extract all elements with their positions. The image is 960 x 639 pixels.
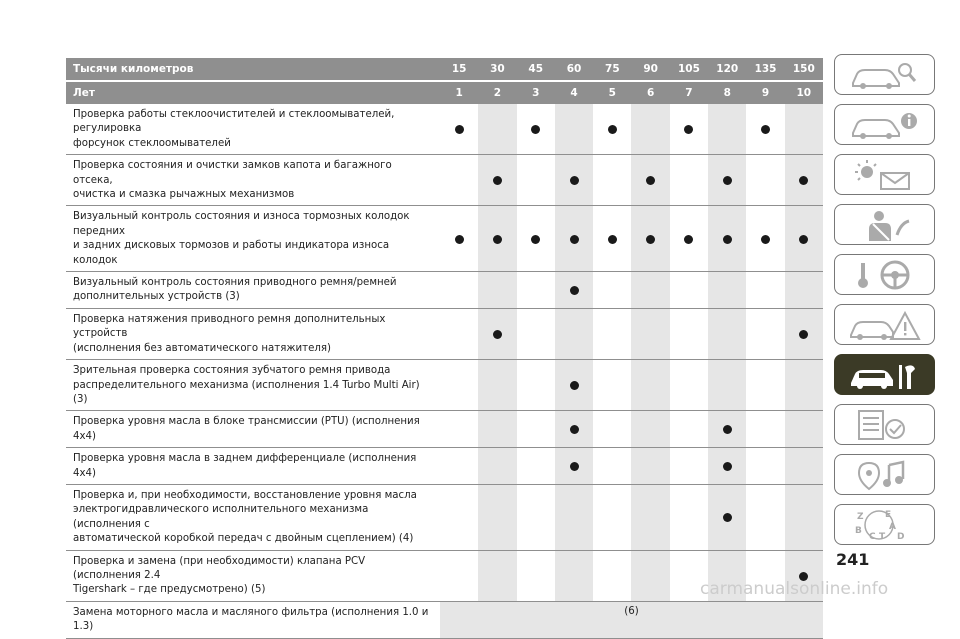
row-description	[66, 602, 440, 638]
year-2: 2	[493, 87, 502, 99]
interval-cell	[440, 360, 478, 410]
interval-cell	[785, 272, 823, 308]
interval-cell	[555, 272, 593, 308]
header-years-label: Лет	[73, 87, 95, 99]
interval-cell	[478, 551, 516, 601]
interval-cell	[746, 411, 784, 447]
row-cells	[440, 206, 823, 271]
interval-cell	[746, 206, 784, 271]
interval-cell	[631, 155, 669, 205]
row-description-line: дополнительных устройств (3)	[73, 291, 240, 303]
row-cells	[440, 448, 823, 484]
interval-cell	[746, 309, 784, 359]
interval-cell	[555, 309, 593, 359]
year-9: 9	[761, 87, 770, 99]
table-row	[66, 485, 823, 551]
interval-cell	[593, 485, 631, 550]
interval-cell	[478, 448, 516, 484]
maintenance-table	[66, 58, 823, 639]
scheduled-dot-icon	[723, 176, 732, 185]
year-3: 3	[532, 87, 540, 99]
scheduled-dot-icon	[608, 235, 617, 244]
interval-cell	[517, 551, 555, 601]
interval-cell	[440, 551, 478, 601]
interval-cell	[555, 551, 593, 601]
row-description	[66, 272, 440, 308]
row-description-line: Визуальный контроль состояния приводного ремня/ремней	[73, 277, 397, 289]
interval-cell	[670, 272, 708, 308]
interval-cell	[593, 155, 631, 205]
svg-text:C: C	[869, 532, 876, 541]
scheduled-dot-icon	[493, 330, 502, 339]
row-description	[66, 485, 440, 550]
year-5: 5	[608, 87, 616, 99]
year-6: 6	[646, 87, 655, 99]
interval-cell	[555, 104, 593, 154]
year-1: 1	[455, 87, 463, 99]
car-search-icon	[845, 59, 925, 91]
row-cells	[440, 411, 823, 447]
header-km-row	[66, 58, 823, 80]
scheduled-dot-icon	[570, 381, 579, 390]
interval-cell	[517, 448, 555, 484]
year-4: 4	[570, 87, 578, 99]
km-105: 105	[677, 63, 700, 75]
interval-cell	[517, 309, 555, 359]
km-120: 120	[716, 63, 739, 75]
row-cells	[440, 602, 823, 638]
interval-cell	[670, 206, 708, 271]
tab-car-maintenance[interactable]	[834, 354, 935, 395]
interval-cell	[478, 411, 516, 447]
scheduled-dot-icon	[761, 125, 770, 134]
interval-cell	[708, 272, 746, 308]
interval-cell	[785, 206, 823, 271]
interval-cell	[746, 155, 784, 205]
tab-car-info[interactable]	[834, 104, 935, 145]
interval-cell	[593, 448, 631, 484]
row-description-line: Проверка натяжения приводного ремня дополнительных устройств	[73, 313, 386, 340]
km-30: 30	[490, 63, 505, 75]
scheduled-dot-icon	[570, 286, 579, 295]
interval-cell	[746, 360, 784, 410]
alphabet-index-icon	[845, 509, 925, 541]
scheduled-dot-icon	[723, 462, 732, 471]
interval-cell	[631, 104, 669, 154]
interval-cell	[631, 309, 669, 359]
interval-cell	[440, 206, 478, 271]
tab-media-navigation[interactable]	[834, 454, 935, 495]
interval-cell	[593, 411, 631, 447]
row-description	[66, 104, 440, 154]
interval-cell	[478, 206, 516, 271]
interval-cell	[593, 309, 631, 359]
interval-cell	[631, 551, 669, 601]
interval-cell	[555, 485, 593, 550]
interval-cell	[517, 272, 555, 308]
row-description-line: форсунок стеклоомывателей	[73, 137, 231, 149]
table-row	[66, 206, 823, 272]
interval-cell	[785, 485, 823, 550]
scheduled-dot-icon	[493, 235, 502, 244]
interval-cell	[670, 448, 708, 484]
interval-cell	[440, 411, 478, 447]
km-150: 150	[792, 63, 815, 75]
row-description-line: Проверка работы стеклоочистителей и стеклоомывателей, регулировка	[73, 109, 395, 135]
interval-cell	[517, 360, 555, 410]
header-km-label: Тысячи километров	[73, 63, 194, 75]
svg-text:T: T	[879, 532, 886, 541]
table-row	[66, 411, 823, 448]
row-cells	[440, 104, 823, 154]
merged-note: (6)	[624, 605, 639, 617]
row-description-line: очистка и смазка рычажных механизмов	[73, 189, 295, 201]
interval-cell	[593, 272, 631, 308]
table-row	[66, 155, 823, 206]
interval-cell	[785, 411, 823, 447]
row-description-line: электрогидравлического исполнительного механизма (исполнения с	[73, 504, 369, 530]
page-number: 241	[836, 550, 870, 569]
scheduled-dot-icon	[570, 462, 579, 471]
header-years-row	[66, 82, 823, 104]
scheduled-dot-icon	[799, 330, 808, 339]
interval-cell	[517, 104, 555, 154]
row-description-line: и задних дисковых тормозов и работы индикатора износа колодок	[73, 240, 390, 266]
year-10: 10	[796, 87, 812, 99]
row-description	[66, 411, 440, 447]
interval-cell	[746, 485, 784, 550]
interval-cell	[670, 485, 708, 550]
scheduled-dot-icon	[799, 235, 808, 244]
scheduled-dot-icon	[723, 425, 732, 434]
key-steering-wheel-icon	[845, 259, 925, 291]
scheduled-dot-icon	[646, 176, 655, 185]
row-description-line: Tigershark – где предусмотрено) (5)	[73, 584, 266, 596]
row-cells	[440, 360, 823, 410]
km-90: 90	[643, 63, 658, 75]
interval-cell	[708, 448, 746, 484]
interval-cell	[555, 155, 593, 205]
media-navigation-icon	[845, 459, 925, 491]
row-description-line: Проверка и замена (при необходимости) клапана PCV (исполнения 2.4	[73, 555, 366, 581]
row-description	[66, 155, 440, 205]
car-wrench-icon	[845, 359, 925, 391]
year-7: 7	[685, 87, 693, 99]
interval-cell	[517, 206, 555, 271]
interval-cell	[670, 360, 708, 410]
tab-car-warning[interactable]	[834, 304, 935, 345]
row-cells	[440, 485, 823, 550]
tab-car-search[interactable]	[834, 54, 935, 95]
interval-cell	[555, 360, 593, 410]
scheduled-dot-icon	[531, 235, 540, 244]
interval-cell	[670, 309, 708, 359]
svg-text:B: B	[855, 526, 862, 536]
scheduled-dot-icon	[684, 235, 693, 244]
km-75: 75	[605, 63, 620, 75]
km-135: 135	[754, 63, 777, 75]
interval-cell	[631, 411, 669, 447]
table-row	[66, 448, 823, 485]
interval-cell	[440, 104, 478, 154]
row-description	[66, 309, 440, 359]
scheduled-dot-icon	[455, 125, 464, 134]
interval-cell	[631, 206, 669, 271]
km-15: 15	[451, 63, 467, 75]
interval-cell	[593, 104, 631, 154]
interval-cell	[670, 155, 708, 205]
interval-cell	[785, 104, 823, 154]
row-description-line: Проверка уровня масла в блоке трансмиссии (PTU) (исполнения 4x4)	[73, 416, 420, 442]
svg-text:D: D	[897, 532, 905, 541]
watermark: carmanualsonline.info	[700, 579, 889, 599]
scheduled-dot-icon	[570, 235, 579, 244]
car-info-icon	[845, 109, 925, 141]
scheduled-dot-icon	[646, 235, 655, 244]
tab-alphabet-index[interactable]	[834, 504, 935, 545]
table-row	[66, 104, 823, 155]
year-8: 8	[723, 87, 731, 99]
interval-cell	[440, 448, 478, 484]
scheduled-dot-icon	[493, 176, 502, 185]
tab-light-envelope[interactable]	[834, 154, 935, 195]
interval-cell	[708, 155, 746, 205]
interval-cell	[785, 155, 823, 205]
row-description	[66, 448, 440, 484]
km-60: 60	[566, 63, 582, 75]
tab-checklist[interactable]	[834, 404, 935, 445]
interval-cell	[593, 206, 631, 271]
interval-cell	[555, 206, 593, 271]
table-row	[66, 602, 823, 639]
interval-cell	[478, 155, 516, 205]
row-description-line: автоматической коробкой передач с двойным сцеплением) (4)	[73, 533, 414, 545]
interval-cell	[708, 360, 746, 410]
scheduled-dot-icon	[570, 425, 579, 434]
table-row	[66, 272, 823, 309]
interval-cell	[670, 104, 708, 154]
interval-cell	[440, 485, 478, 550]
scheduled-dot-icon	[455, 235, 464, 244]
row-description-line: Замена моторного масла и масляного фильтра (исполнения 1.0 и 1.3)	[73, 606, 429, 633]
svg-text:A: A	[889, 522, 896, 532]
scheduled-dot-icon	[723, 513, 732, 522]
interval-cell	[478, 309, 516, 359]
tab-person-seatbelt[interactable]	[834, 204, 935, 245]
scheduled-dot-icon	[761, 235, 770, 244]
checklist-icon	[845, 409, 925, 441]
km-45: 45	[528, 63, 544, 75]
row-description	[66, 551, 440, 601]
scheduled-dot-icon	[684, 125, 693, 134]
interval-cell	[440, 309, 478, 359]
row-cells	[440, 309, 823, 359]
tab-key-steering[interactable]	[834, 254, 935, 295]
interval-cell	[517, 485, 555, 550]
row-cells	[440, 272, 823, 308]
interval-cell	[708, 206, 746, 271]
scheduled-dot-icon	[799, 176, 808, 185]
interval-cell	[631, 272, 669, 308]
interval-cell	[631, 448, 669, 484]
interval-cell	[708, 485, 746, 550]
row-description-line: распределительного механизма (исполнения 1.4 Turbo Multi Air) (3)	[73, 379, 420, 405]
table-body	[66, 104, 823, 639]
table-row	[66, 309, 823, 360]
row-cells	[440, 155, 823, 205]
row-description-line: Зрительная проверка состояния зубчатого ремня привода	[73, 365, 391, 377]
interval-cell	[593, 551, 631, 601]
interval-cell	[440, 272, 478, 308]
interval-cell	[555, 448, 593, 484]
light-envelope-icon	[845, 159, 925, 191]
interval-cell	[517, 155, 555, 205]
interval-cell	[670, 411, 708, 447]
row-description-line: (исполнения без автоматического натяжителя)	[73, 342, 331, 354]
interval-cell	[555, 411, 593, 447]
interval-cell	[746, 104, 784, 154]
interval-cell	[593, 360, 631, 410]
table-row	[66, 360, 823, 411]
row-description	[66, 360, 440, 410]
svg-text:Z: Z	[857, 512, 864, 522]
interval-cell	[708, 411, 746, 447]
chapter-sidebar	[834, 54, 935, 548]
svg-text:E: E	[885, 510, 892, 520]
interval-cell	[785, 448, 823, 484]
scheduled-dot-icon	[531, 125, 540, 134]
interval-cell	[478, 485, 516, 550]
row-description	[66, 206, 440, 271]
interval-cell	[478, 272, 516, 308]
interval-cell	[708, 309, 746, 359]
interval-cell	[440, 155, 478, 205]
row-description-line: Проверка и, при необходимости, восстановление уровня масла	[73, 489, 417, 501]
row-description-line: Проверка состояния и очистки замков капота и багажного отсека,	[73, 160, 392, 186]
interval-cell	[631, 360, 669, 410]
person-seatbelt-icon	[845, 209, 925, 241]
row-description-line: Проверка уровня масла в заднем дифференциале (исполнения 4x4)	[73, 453, 417, 479]
row-description-line: Визуальный контроль состояния и износа тормозных колодок передних	[73, 211, 410, 237]
scheduled-dot-icon	[570, 176, 579, 185]
interval-cell	[478, 104, 516, 154]
interval-cell	[708, 104, 746, 154]
interval-cell	[746, 272, 784, 308]
scheduled-dot-icon	[723, 235, 732, 244]
interval-cell	[746, 448, 784, 484]
interval-cell	[517, 411, 555, 447]
car-warning-icon	[845, 309, 925, 341]
interval-cell	[478, 360, 516, 410]
interval-cell	[631, 485, 669, 550]
interval-cell	[785, 309, 823, 359]
interval-cell	[785, 360, 823, 410]
scheduled-dot-icon	[608, 125, 617, 134]
